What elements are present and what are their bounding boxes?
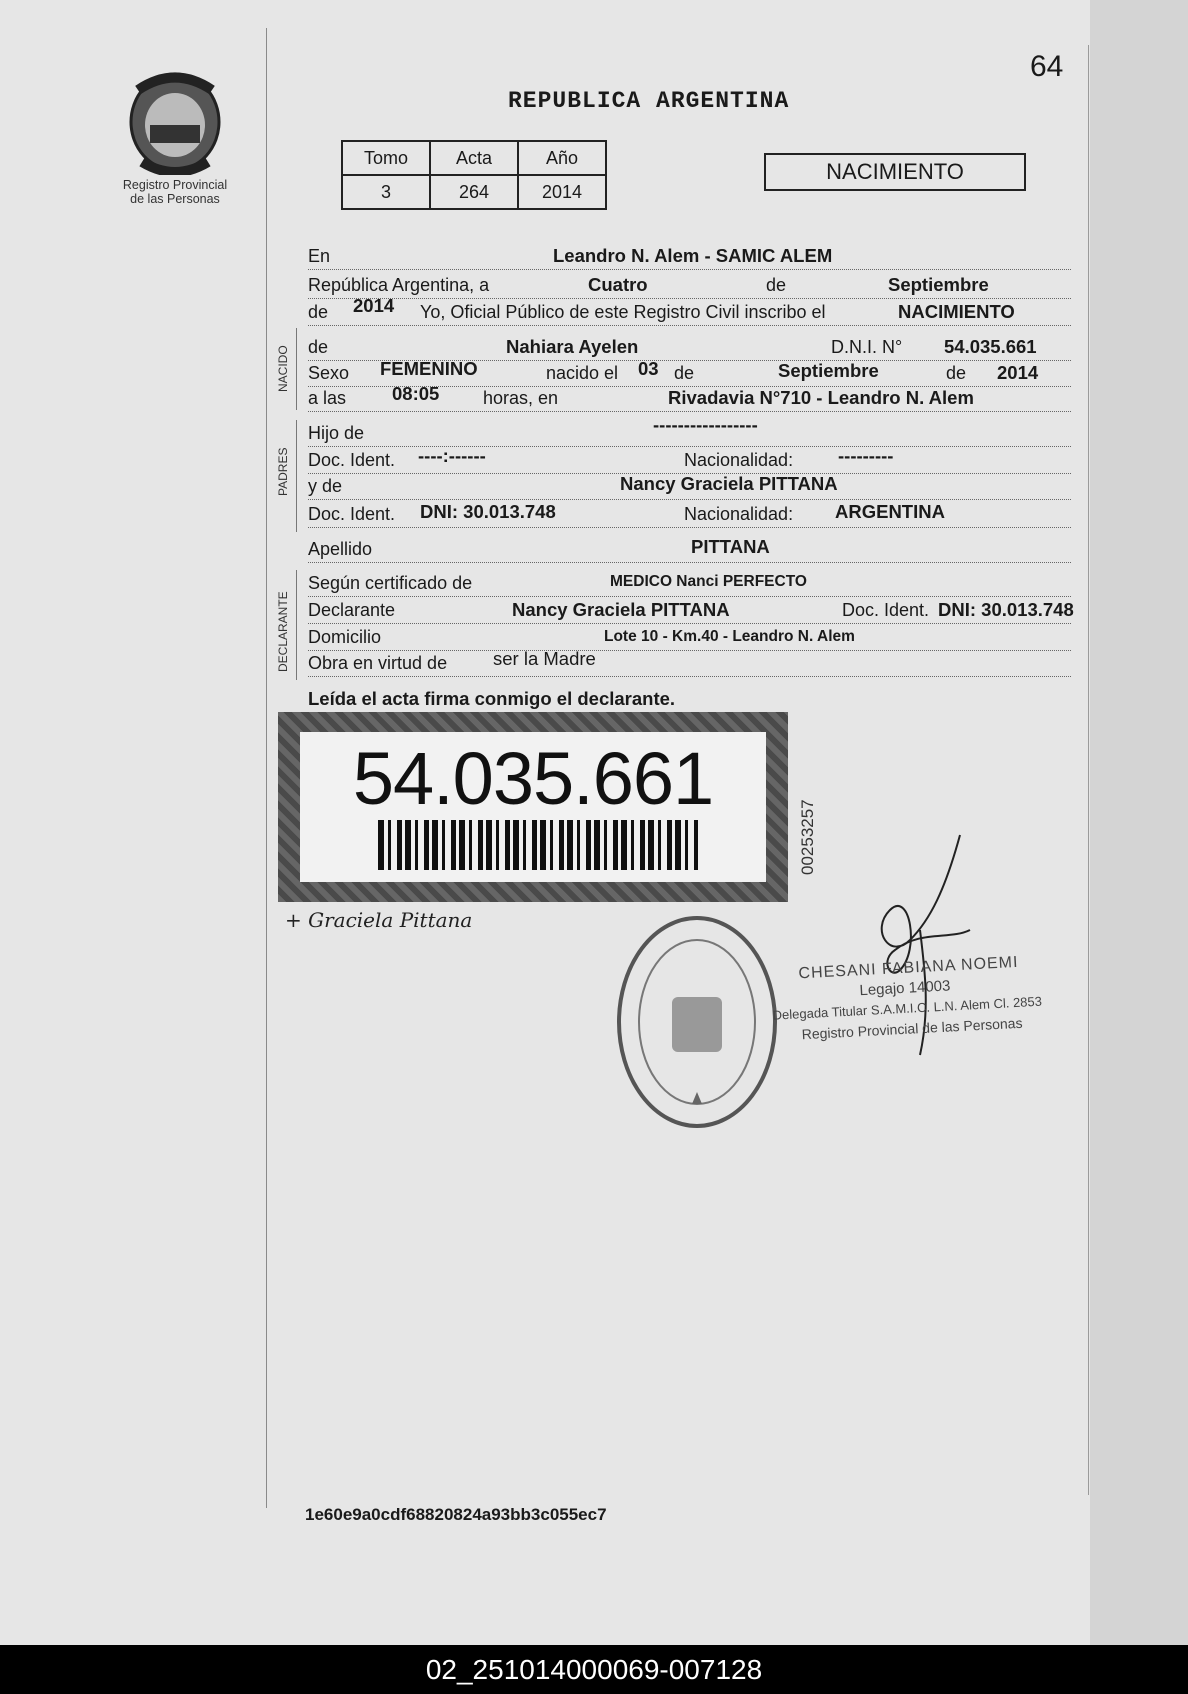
page-number: 64 [1030, 50, 1064, 83]
row-nombre [308, 334, 1071, 361]
de2-label: de [308, 302, 329, 322]
hijo-value: ----------------- [653, 414, 758, 435]
barcode-sticker [278, 712, 788, 902]
sexo-value: FEMENINO [380, 358, 478, 379]
declarante-signature: + Graciela Pittana [285, 908, 473, 932]
official-name: CHESANI FABIANA NOEMI [798, 953, 1019, 983]
row-domicilio [308, 624, 1071, 651]
declarante-label: Declarante [308, 600, 396, 620]
madre-value: Nancy Graciela PITTANA [620, 473, 838, 494]
document-title: REPUBLICA ARGENTINA [508, 88, 790, 114]
row-en [308, 243, 1071, 270]
record-type-box: NACIMIENTO [764, 153, 1026, 191]
obra-label: Obra en virtud de [308, 653, 448, 673]
row-segun [308, 570, 1071, 597]
padres-section-label: PADRES [276, 447, 290, 496]
segun-value: MEDICO Nanci PERFECTO [610, 573, 807, 590]
acta-header: Acta [430, 141, 518, 175]
barcode-label [300, 732, 766, 882]
official-org: Registro Provincial de las Personas [801, 1014, 1023, 1043]
dni-value: 54.035.661 [944, 336, 1037, 357]
document-hash: 1e60e9a0cdf68820824a93bb3c055ec7 [305, 1505, 607, 1524]
row-inscribo [308, 295, 1071, 326]
inscribo-label: Yo, Oficial Público de este Registro Civil inscribo el [420, 302, 826, 322]
declarante-section-label: DECLARANTE [276, 591, 290, 672]
row-docid2 [308, 501, 1071, 528]
docid2-label: Doc. Ident. [308, 504, 396, 524]
dni-label: D.N.I. N° [831, 337, 903, 357]
lugar-value: Rivadavia N°710 - Leandro N. Alem [668, 387, 974, 408]
anio-header: Año [518, 141, 606, 175]
docid3-value: DNI: 30.013.748 [938, 599, 1074, 620]
row-republica [308, 272, 1071, 299]
registry-stamp [612, 912, 782, 1132]
left-margin-line [266, 28, 267, 1508]
nacido-label: nacido el [546, 363, 619, 383]
acto-value: NACIMIENTO [898, 301, 1015, 322]
nacido-section-label: NACIDO [276, 345, 290, 392]
padres-section-line [296, 420, 297, 532]
day-value: Cuatro [588, 274, 648, 295]
provincia-misiones-logo [120, 70, 230, 175]
domicilio-value: Lote 10 - Km.40 - Leandro N. Alem [604, 628, 855, 645]
tomo-value: 3 [342, 175, 430, 209]
side-code: 00253257 [798, 799, 817, 875]
nacido-section-line [296, 328, 297, 410]
logo-caption-line2: de las Personas [130, 192, 220, 206]
docid-label: Doc. Ident. [308, 450, 396, 470]
en-label: En [308, 246, 331, 266]
docid2-value: DNI: 30.013.748 [420, 501, 556, 522]
registry-table [341, 140, 607, 210]
official-role: Delegada Titular S.A.M.I.C. L.N. Alem Cl. 2853 [772, 993, 1043, 1023]
declarante-value: Nancy Graciela PITTANA [512, 599, 730, 620]
footer-code: 02_251014000069-007128 [0, 1645, 1188, 1694]
hora-value: 08:05 [392, 383, 440, 404]
hijo-label: Hijo de [308, 423, 365, 443]
alas-label: a las [308, 388, 347, 408]
obra-value: ser la Madre [493, 648, 596, 669]
logo-caption-line1: Registro Provincial [122, 178, 228, 192]
apellido-label: Apellido [308, 539, 373, 559]
de-label: de [766, 275, 787, 295]
month-value: Septiembre [888, 274, 989, 295]
leida-statement: Leída el acta firma conmigo el declarante. [308, 688, 676, 709]
row-hora [308, 385, 1071, 412]
docid3-label: Doc. Ident. [842, 600, 930, 620]
row-declarante [308, 597, 1074, 624]
nac-mes-value: Septiembre [778, 360, 879, 381]
acta-value: 264 [430, 175, 518, 209]
row-apellido [308, 536, 1071, 563]
en-value: Leandro N. Alem - SAMIC ALEM [553, 245, 833, 266]
republica-label: República Argentina, a [308, 275, 490, 295]
declarante-section-line [296, 570, 297, 680]
logo-caption [110, 178, 240, 206]
barcode-bars [378, 820, 698, 870]
domicilio-label: Domicilio [308, 627, 382, 647]
row-madre [308, 473, 1071, 500]
nac1-value: --------- [838, 445, 894, 466]
row-obra [308, 650, 1071, 677]
official-signature-block [772, 952, 1043, 1045]
nac2-value: ARGENTINA [835, 501, 945, 522]
barcode-number: 54.035.661 [352, 737, 714, 820]
nac-dia-value: 03 [638, 358, 659, 379]
nac-anio-value: 2014 [997, 362, 1039, 383]
official-legajo: Legajo 14003 [859, 977, 951, 1000]
anio-value: 2014 [518, 175, 606, 209]
tomo-header: Tomo [342, 141, 430, 175]
de4-label: de [674, 363, 695, 383]
row-hijo [308, 414, 1071, 447]
page-edge [1090, 0, 1188, 1645]
right-margin-line [1088, 45, 1089, 1495]
de3-label: de [308, 337, 329, 357]
year-value: 2014 [353, 295, 395, 316]
apellido-value: PITTANA [691, 536, 770, 557]
nac1-label: Nacionalidad: [684, 450, 794, 470]
de5-label: de [946, 363, 967, 383]
nac2-label: Nacionalidad: [684, 504, 794, 524]
horas-label: horas, en [483, 388, 559, 408]
row-docid1 [308, 447, 1071, 474]
yde-label: y de [308, 476, 343, 496]
sexo-label: Sexo [308, 363, 350, 383]
segun-label: Según certificado de [308, 573, 473, 593]
docid1-value: ----:------ [418, 445, 486, 466]
nombre-value: Nahiara Ayelen [506, 336, 639, 357]
